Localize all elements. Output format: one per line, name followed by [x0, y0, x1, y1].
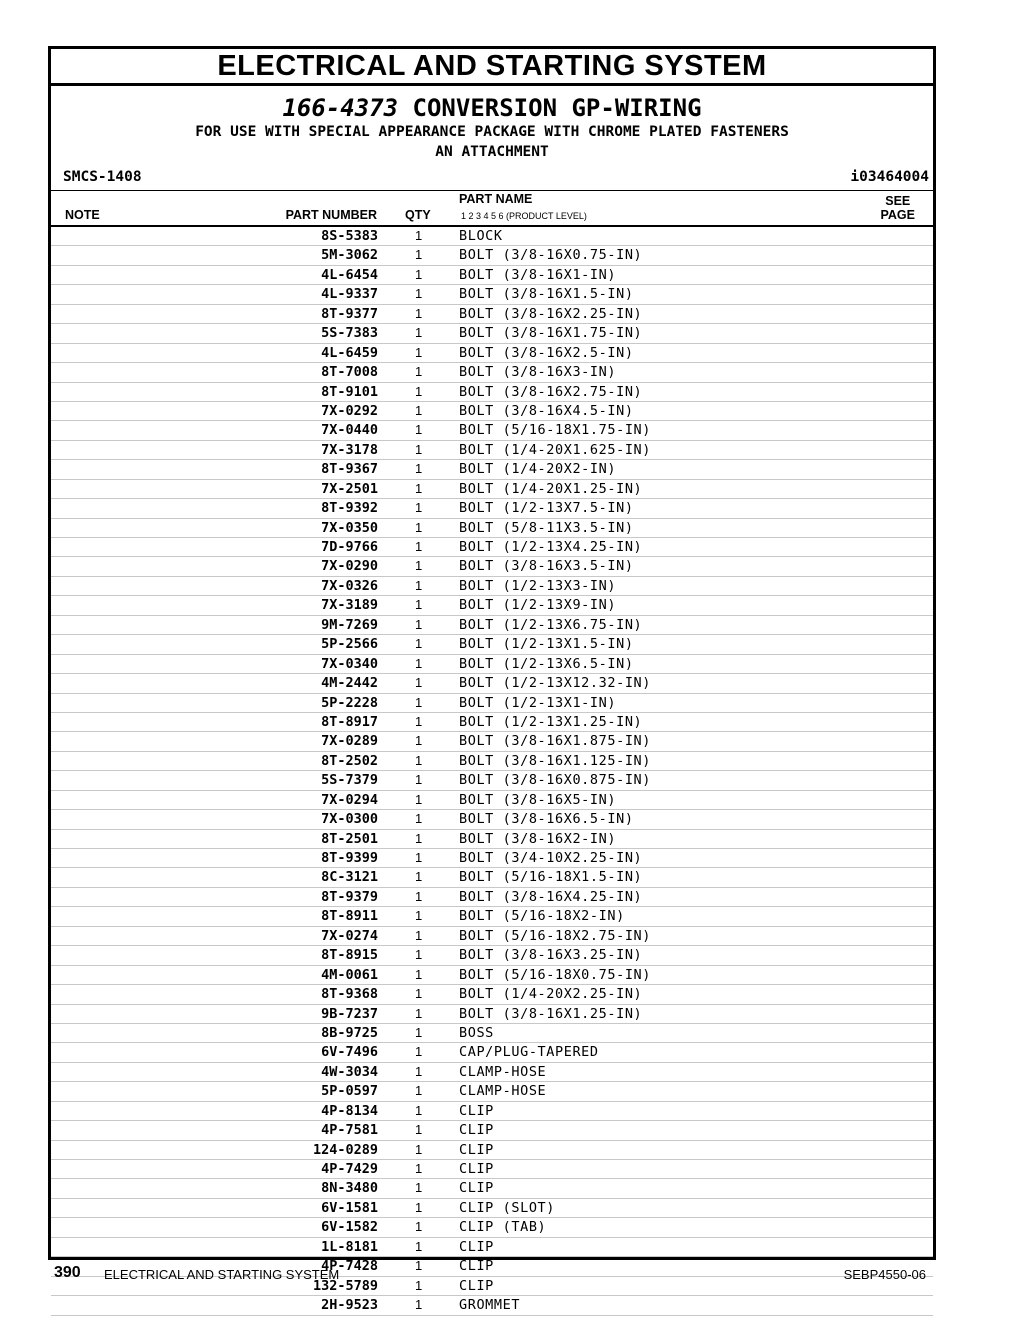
part-name-cell: BOLT (3/8-16X2.25-IN)	[459, 305, 643, 322]
part-name-cell: BOLT (3/8-16X2-IN)	[459, 830, 617, 847]
part-number-cell: 6V-7496	[321, 1044, 378, 1061]
part-name-cell: CLIP	[459, 1141, 494, 1158]
table-row	[51, 499, 933, 518]
part-number-cell: 7X-0440	[321, 422, 378, 439]
part-name-cell: BOLT (3/8-16X3-IN)	[459, 364, 617, 381]
table-row	[51, 946, 933, 965]
qty-cell: 1	[415, 597, 423, 613]
column-headers	[51, 191, 933, 227]
qty-cell: 1	[415, 1258, 423, 1274]
qty-cell: 1	[415, 713, 423, 729]
part-number-cell: 7X-0350	[321, 519, 378, 536]
part-number-cell: 8T-8915	[321, 947, 378, 964]
qty-cell: 1	[415, 1024, 423, 1040]
part-name-cell: BOLT (3/8-16X1-IN)	[459, 266, 617, 283]
table-row	[51, 752, 933, 771]
part-name-cell: BOLT (3/8-16X4.5-IN)	[459, 402, 634, 419]
qty-cell: 1	[415, 228, 423, 243]
table-row	[51, 888, 933, 907]
subtitle-line-2: AN ATTACHMENT	[435, 144, 549, 160]
part-number-cell: 8T-8911	[321, 908, 378, 925]
part-name-cell: BOLT (5/16-18X1.5-IN)	[459, 869, 643, 886]
col-see-page	[881, 194, 916, 222]
part-name-cell: BOLT (5/16-18X1.75-IN)	[459, 422, 652, 439]
table-row	[51, 1043, 933, 1062]
qty-cell: 1	[415, 1180, 423, 1196]
qty-cell: 1	[415, 850, 423, 865]
part-number-cell: 7X-0326	[321, 577, 378, 594]
col-part-name: PART NAME	[459, 192, 533, 206]
table-row	[51, 966, 933, 985]
table-row	[51, 771, 933, 790]
table-row	[51, 655, 933, 674]
col-see: SEE	[885, 194, 911, 208]
table-row	[51, 985, 933, 1004]
part-number-cell: 8T-9368	[321, 986, 378, 1003]
qty-cell: 1	[415, 1083, 423, 1099]
qty-cell: 1	[415, 655, 423, 671]
part-name-cell: BOLT (1/2-13X6.5-IN)	[459, 655, 634, 672]
section-title: ELECTRICAL AND STARTING SYSTEM	[51, 49, 933, 86]
table-row	[51, 266, 933, 285]
part-number-cell: 4M-0061	[321, 966, 378, 983]
qty-cell: 1	[415, 402, 423, 418]
part-name-cell: BOLT (3/8-16X1.75-IN)	[459, 325, 643, 342]
qty-cell: 1	[415, 1122, 423, 1138]
table-row	[51, 1296, 933, 1315]
qty-cell: 1	[415, 286, 423, 302]
qty-cell: 1	[415, 305, 423, 321]
qty-cell: 1	[415, 1277, 423, 1293]
part-number-cell: 7X-3189	[321, 597, 378, 614]
part-number-cell: 5S-7383	[321, 325, 378, 342]
table-row	[51, 285, 933, 304]
table-row	[51, 596, 933, 615]
table-row	[51, 1024, 933, 1043]
table-row	[51, 694, 933, 713]
part-name-cell: BOLT (3/8-16X1.125-IN)	[459, 752, 652, 769]
qty-cell: 1	[415, 1219, 423, 1235]
part-name-cell: BOLT (3/8-16X6.5-IN)	[459, 811, 634, 828]
qty-cell: 1	[415, 1141, 423, 1157]
part-number-cell: 8T-9379	[321, 888, 378, 905]
qty-cell: 1	[415, 636, 423, 652]
part-name-cell: BOLT (1/2-13X3-IN)	[459, 577, 617, 594]
table-row	[51, 1102, 933, 1121]
qty-cell: 1	[415, 1102, 423, 1118]
part-number-cell: 8S-5383	[321, 228, 378, 244]
part-name-cell: BOLT (3/8-16X3.5-IN)	[459, 558, 634, 575]
part-name-cell: CLAMP-HOSE	[459, 1083, 547, 1100]
table-row	[51, 1005, 933, 1024]
part-name-cell: BOLT (3/8-16X5-IN)	[459, 791, 617, 808]
part-number-cell: 5P-2566	[321, 636, 378, 653]
table-row	[51, 246, 933, 265]
part-number-cell: 5S-7379	[321, 772, 378, 789]
table-row	[51, 519, 933, 538]
page-number: 390	[54, 1264, 81, 1281]
table-row	[51, 674, 933, 693]
part-number-cell: 8T-2502	[321, 752, 378, 769]
part-name-cell: CLIP	[459, 1102, 494, 1119]
part-name-cell: BOLT (1/2-13X6.75-IN)	[459, 616, 643, 633]
table-row	[51, 557, 933, 576]
table-row	[51, 538, 933, 557]
table-row	[51, 363, 933, 382]
table-row	[51, 1218, 933, 1237]
qty-cell: 1	[415, 986, 423, 1002]
qty-cell: 1	[415, 1297, 423, 1313]
part-name-cell: BOLT (1/2-13X1-IN)	[459, 694, 617, 711]
table-row	[51, 305, 933, 324]
qty-cell: 1	[415, 1044, 423, 1060]
qty-cell: 1	[415, 422, 423, 438]
part-number-cell: 6V-1581	[321, 1199, 378, 1216]
part-name-cell: GROMMET	[459, 1297, 521, 1314]
part-number-cell: 8N-3480	[321, 1180, 378, 1197]
table-row	[51, 383, 933, 402]
illustration-id: i03464004	[850, 169, 929, 185]
part-name-cell: CAP/PLUG-TAPERED	[459, 1044, 599, 1061]
subtitle-line-1: FOR USE WITH SPECIAL APPEARANCE PACKAGE WITH CHROME PLATED FASTENERS	[195, 124, 789, 140]
table-row	[51, 868, 933, 887]
qty-cell: 1	[415, 500, 423, 516]
table-row	[51, 1179, 933, 1198]
part-name-cell: BOLT (3/8-16X3.25-IN)	[459, 947, 643, 964]
part-name-cell: BOLT (3/8-16X2.75-IN)	[459, 383, 643, 400]
group-number: 166-4373	[282, 94, 399, 122]
qty-cell: 1	[415, 1063, 423, 1079]
qty-cell: 1	[415, 383, 423, 399]
qty-cell: 1	[415, 811, 423, 827]
part-name-cell: BOLT (3/8-16X0.875-IN)	[459, 772, 652, 789]
table-row	[51, 460, 933, 479]
table-row	[51, 1082, 933, 1101]
qty-cell: 1	[415, 1161, 423, 1176]
qty-cell: 1	[415, 791, 423, 807]
qty-cell: 1	[415, 558, 423, 574]
part-name-cell: BOLT (3/8-16X1.5-IN)	[459, 286, 634, 303]
part-number-cell: 4P-7428	[321, 1258, 378, 1275]
table-row	[51, 927, 933, 946]
qty-cell: 1	[415, 344, 423, 360]
part-number-cell: 4P-7429	[321, 1161, 378, 1177]
part-number-cell: 9M-7269	[321, 616, 378, 633]
part-name-cell: CLAMP-HOSE	[459, 1063, 547, 1080]
part-number-cell: 1L-8181	[321, 1238, 378, 1255]
part-number-cell: 8T-9377	[321, 305, 378, 322]
qty-cell: 1	[415, 480, 423, 496]
table-row	[51, 1199, 933, 1218]
part-number-cell: 8T-9367	[321, 461, 378, 478]
qty-cell: 1	[415, 772, 423, 788]
part-number-cell: 4M-2442	[321, 675, 378, 692]
qty-cell: 1	[415, 1199, 423, 1215]
qty-cell: 1	[415, 461, 423, 477]
qty-cell: 1	[415, 947, 423, 963]
qty-cell: 1	[415, 733, 423, 749]
part-name-cell: BOLT (3/4-10X2.25-IN)	[459, 850, 643, 866]
qty-cell: 1	[415, 1005, 423, 1021]
part-name-cell: CLIP	[459, 1277, 494, 1294]
part-name-cell: BOLT (3/8-16X4.25-IN)	[459, 888, 643, 905]
table-row	[51, 577, 933, 596]
qty-cell: 1	[415, 247, 423, 263]
part-number-cell: 8T-9399	[321, 850, 378, 866]
qty-cell: 1	[415, 266, 423, 282]
part-name-cell: BOLT (1/2-13X4.25-IN)	[459, 539, 643, 555]
page-footer	[54, 1264, 926, 1284]
table-row	[51, 849, 933, 868]
table-row	[51, 791, 933, 810]
part-number-cell: 7X-0274	[321, 927, 378, 944]
footer-section: ELECTRICAL AND STARTING SYSTEM	[104, 1267, 340, 1282]
part-number-cell: 7X-0290	[321, 558, 378, 575]
qty-cell: 1	[415, 1238, 423, 1254]
part-number-cell: 5P-2228	[321, 694, 378, 711]
part-name-cell: BOLT (3/8-16X1.875-IN)	[459, 733, 652, 750]
part-name-cell: BOLT (1/4-20X1.25-IN)	[459, 480, 643, 497]
part-name-cell: BOLT (5/16-18X2-IN)	[459, 908, 625, 925]
table-row	[51, 480, 933, 499]
qty-cell: 1	[415, 927, 423, 943]
part-number-cell: 5P-0597	[321, 1083, 378, 1100]
table-row	[51, 324, 933, 343]
part-name-cell: BOLT (1/4-20X2-IN)	[459, 461, 617, 478]
part-name-cell: BOSS	[459, 1024, 494, 1041]
part-number-cell: 132-5789	[312, 1277, 378, 1294]
part-name-cell: CLIP	[459, 1258, 494, 1275]
qty-cell: 1	[415, 888, 423, 904]
part-number-cell: 8T-7008	[321, 364, 378, 381]
part-number-cell: 7D-9766	[321, 539, 378, 555]
part-name-cell: BOLT (5/16-18X2.75-IN)	[459, 927, 652, 944]
qty-cell: 1	[415, 616, 423, 632]
part-name-cell: BOLT (5/8-11X3.5-IN)	[459, 519, 634, 536]
part-name-cell: BOLT (1/2-13X9-IN)	[459, 597, 617, 614]
part-number-cell: 7X-0300	[321, 811, 378, 828]
meta-line	[51, 168, 933, 191]
part-number-cell: 4P-8134	[321, 1102, 378, 1119]
part-name-cell: BOLT (1/2-13X7.5-IN)	[459, 500, 634, 517]
part-number-cell: 4L-9337	[321, 286, 378, 303]
part-name-cell: BOLT (1/4-20X1.625-IN)	[459, 441, 652, 458]
qty-cell: 1	[415, 869, 423, 885]
part-number-cell: 5M-3062	[321, 247, 378, 264]
table-row	[51, 441, 933, 460]
table-row	[51, 1121, 933, 1140]
table-row	[51, 227, 933, 246]
qty-cell: 1	[415, 325, 423, 341]
part-number-cell: 7X-0292	[321, 402, 378, 419]
table-row	[51, 344, 933, 363]
part-number-cell: 4P-7581	[321, 1122, 378, 1139]
part-number-cell: 7X-0294	[321, 791, 378, 808]
part-number-cell: 8T-9392	[321, 500, 378, 517]
footer-doc-id: SEBP4550-06	[843, 1267, 926, 1282]
part-name-cell: CLIP	[459, 1238, 494, 1255]
part-number-cell: 8C-3121	[321, 869, 378, 886]
part-number-cell: 7X-0340	[321, 655, 378, 672]
part-number-cell: 8T-2501	[321, 830, 378, 847]
table-row	[51, 810, 933, 829]
table-row	[51, 402, 933, 421]
table-row	[51, 713, 933, 732]
part-number-cell: 4W-3034	[321, 1063, 378, 1080]
part-number-cell: 4L-6454	[321, 266, 378, 283]
col-qty: QTY	[405, 208, 431, 222]
part-name-cell: CLIP (SLOT)	[459, 1199, 556, 1216]
part-name-cell: CLIP	[459, 1122, 494, 1139]
part-number-cell: 8T-8917	[321, 713, 378, 730]
table-row	[51, 635, 933, 654]
part-number-cell: 8B-9725	[321, 1024, 378, 1041]
table-row	[51, 616, 933, 635]
col-page: PAGE	[880, 208, 915, 222]
part-name-cell: BOLT (3/8-16X0.75-IN)	[459, 247, 643, 264]
group-name: CONVERSION GP-WIRING	[412, 94, 702, 122]
table-row	[51, 1238, 933, 1257]
part-number-cell: 6V-1582	[321, 1219, 378, 1236]
part-name-cell: BOLT (3/8-16X2.5-IN)	[459, 344, 634, 361]
part-number-cell: 7X-3178	[321, 441, 378, 458]
part-number-cell: 4L-6459	[321, 344, 378, 361]
part-name-cell: BOLT (1/2-13X12.32-IN)	[459, 675, 652, 692]
qty-cell: 1	[415, 577, 423, 593]
part-number-cell: 9B-7237	[321, 1005, 378, 1022]
table-row	[51, 1160, 933, 1179]
table-row	[51, 830, 933, 849]
part-number-cell: 2H-9523	[321, 1297, 378, 1314]
table-row	[51, 732, 933, 751]
qty-cell: 1	[415, 675, 423, 691]
parts-table	[51, 227, 933, 1316]
smcs-code: SMCS-1408	[63, 169, 142, 185]
part-number-cell: 7X-0289	[321, 733, 378, 750]
part-number-cell: 124-0289	[312, 1141, 378, 1158]
qty-cell: 1	[415, 441, 423, 457]
part-name-cell: BOLT (1/2-13X1.25-IN)	[459, 713, 643, 730]
qty-cell: 1	[415, 966, 423, 982]
col-note: NOTE	[65, 208, 100, 222]
part-name-cell: CLIP	[459, 1180, 494, 1197]
qty-cell: 1	[415, 694, 423, 710]
qty-cell: 1	[415, 519, 423, 535]
part-name-cell: BOLT (1/2-13X1.5-IN)	[459, 636, 634, 653]
part-number-cell: 7X-2501	[321, 480, 378, 497]
table-row	[51, 907, 933, 926]
qty-cell: 1	[415, 908, 423, 924]
part-name-cell: BLOCK	[459, 228, 503, 244]
col-product-levels: 1 2 3 4 5 6 (PRODUCT LEVEL)	[461, 211, 587, 221]
qty-cell: 1	[415, 539, 423, 554]
table-row	[51, 1063, 933, 1082]
part-name-cell: BOLT (5/16-18X0.75-IN)	[459, 966, 652, 983]
group-heading	[51, 94, 933, 122]
col-part-number: PART NUMBER	[285, 208, 377, 222]
qty-cell: 1	[415, 830, 423, 846]
part-name-cell: CLIP	[459, 1161, 494, 1177]
part-name-cell: BOLT (1/4-20X2.25-IN)	[459, 986, 643, 1003]
table-row	[51, 1141, 933, 1160]
table-row	[51, 421, 933, 440]
part-name-cell: BOLT (3/8-16X1.25-IN)	[459, 1005, 643, 1022]
part-name-cell: CLIP (TAB)	[459, 1219, 547, 1236]
part-number-cell: 8T-9101	[321, 383, 378, 400]
qty-cell: 1	[415, 364, 423, 380]
qty-cell: 1	[415, 752, 423, 768]
